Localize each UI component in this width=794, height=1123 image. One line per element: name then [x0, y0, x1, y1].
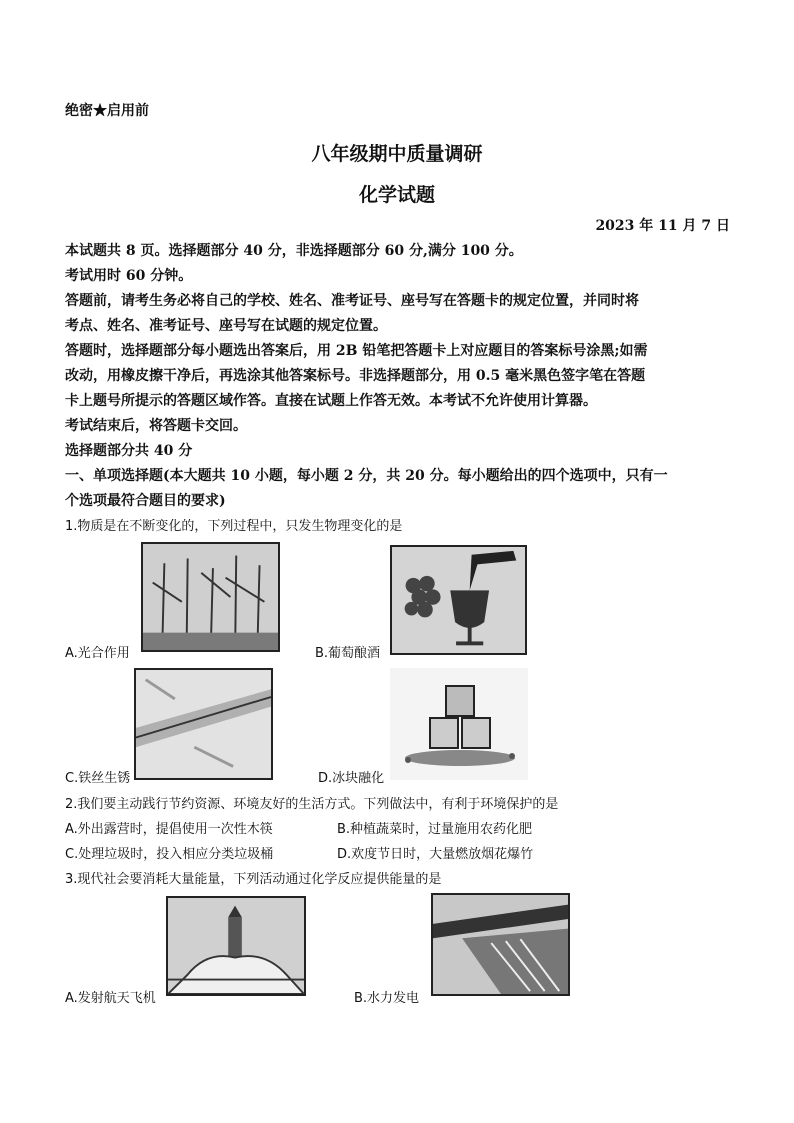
wine-glass-icon — [390, 545, 527, 655]
instruction-line: 答题时，选择题部分每小题选出答案后，用 2B 铅笔把答题卡上对应题目的答案标号涂黑;如需 — [65, 343, 648, 359]
dam-icon — [431, 893, 570, 996]
option-d: D.欢度节日时，大量燃放烟花爆竹 — [337, 847, 534, 862]
option-b: B.葡萄酿酒 — [315, 646, 381, 661]
exam-date: 2023 年 11 月 7 日 — [595, 218, 730, 234]
instruction-line: 卡上题号所提示的答题区域作答。直接在试题上作答无效。本考试不允许使用计算器。 — [65, 393, 597, 409]
option-b: B.水力发电 — [354, 991, 420, 1006]
section-heading: 个选项最符合题目的要求) — [65, 493, 226, 509]
option-c: C.铁丝生锈 — [65, 771, 131, 786]
ice-cubes-icon — [390, 668, 528, 780]
option-d: D.冰块融化 — [318, 771, 385, 786]
option-a: A.外出露营时，提倡使用一次性木筷 — [65, 822, 273, 837]
option-a: A.发射航天飞机 — [65, 991, 156, 1006]
rusty-wire-icon — [134, 668, 273, 780]
instruction-line: 考试用时 60 分钟。 — [65, 268, 193, 284]
option-b: B.种植蔬菜时，过量施用农药化肥 — [337, 822, 533, 837]
instruction-line: 考试结束后，将答题卡交回。 — [65, 418, 247, 434]
secret-label: 绝密★启用前 — [65, 103, 149, 119]
section-part: 选择题部分共 40 分 — [65, 443, 193, 459]
instruction-line: 考点、姓名、准考证号、座号写在试题的规定位置。 — [65, 318, 387, 334]
rocket-launch-icon — [166, 896, 306, 996]
option-a: A.光合作用 — [65, 646, 130, 661]
instruction-line: 改动，用橡皮擦干净后，再选涂其他答案标号。非选择题部分，用 0.5 毫米黑色签字笔在答题 — [65, 368, 646, 384]
question-2-stem: 2.我们要主动践行节约资源、环境友好的生活方式。下列做法中，有利于环境保护的是 — [65, 797, 559, 812]
section-heading: 一、单项选择题(本大题共 10 小题，每小题 2 分，共 20 分。每小题给出的四个选项中，只有一 — [65, 468, 668, 484]
option-c: C.处理垃圾时，投入相应分类垃圾桶 — [65, 847, 274, 862]
instruction-line: 本试题共 8 页。选择题部分 40 分，非选择题部分 60 分,满分 100 分。 — [65, 243, 523, 259]
instruction-line: 答题前，请考生务必将自己的学校、姓名、准考证号、座号写在答题卡的规定位置，并同时将 — [65, 293, 639, 309]
question-1-stem: 1.物质是在不断变化的，下列过程中，只发生物理变化的是 — [65, 519, 403, 534]
question-3-stem: 3.现代社会要消耗大量能量，下列活动通过化学反应提供能量的是 — [65, 872, 442, 887]
exam-title: 八年级期中质量调研 — [311, 143, 483, 165]
exam-subject: 化学试题 — [358, 184, 435, 206]
forest-icon — [141, 542, 280, 652]
